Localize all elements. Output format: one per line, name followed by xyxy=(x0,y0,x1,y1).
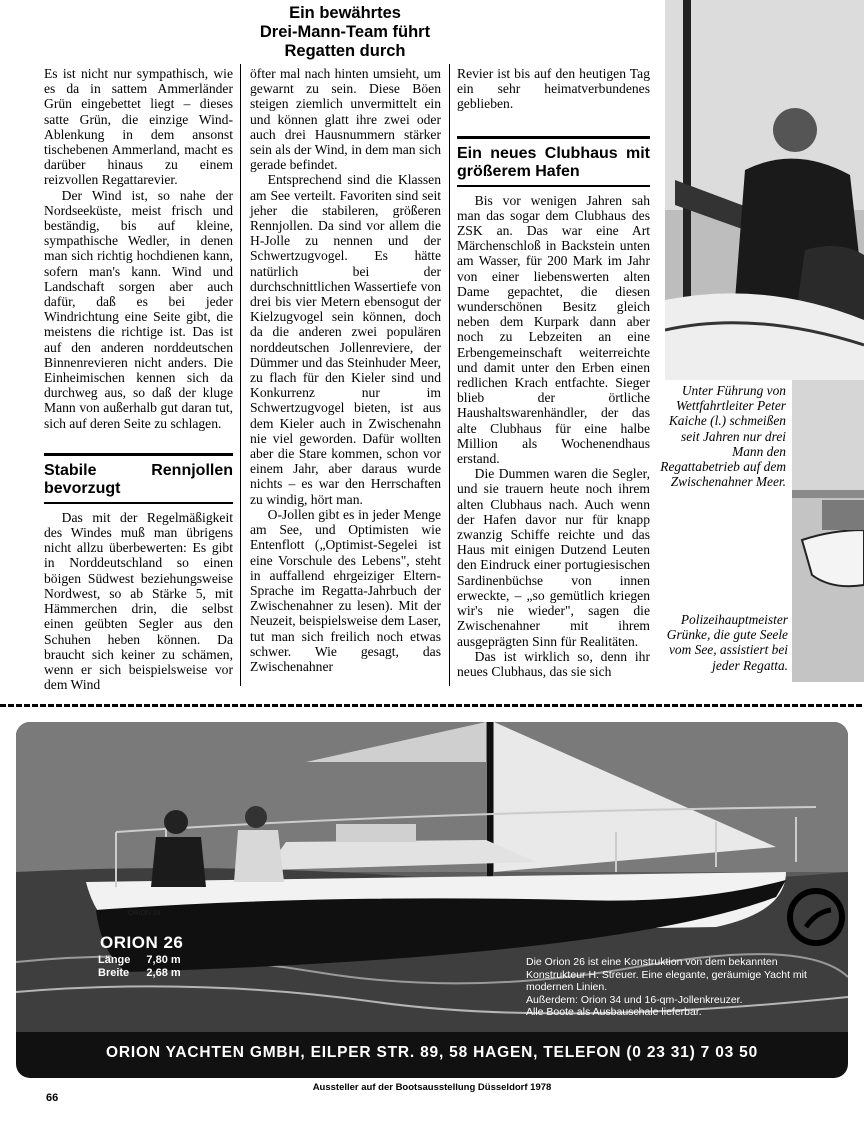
spec-row xyxy=(98,967,181,980)
article-column-1 xyxy=(44,66,233,692)
spec-label: Breite xyxy=(98,967,130,979)
photo-officials-drawing xyxy=(665,0,864,380)
photo-police-boat-drawing xyxy=(792,380,864,682)
article-column-3 xyxy=(457,66,650,679)
paragraph: Das mit der Regelmäßigkeit des Windes muß man übrigens nicht allzu überbewerten: Es gibt in Norddeutschland so einen böigen Südwest beziehungsweise Nordwest, so ab Stärke 5, mit Hämmerchen drin, die selbst einen geübten Segler aus den Schuhen heben können. Da braucht sich keiner zu schämen, wenn er sich beispielsweise vor dem Wind xyxy=(44,509,233,693)
paragraph: Entsprechend sind die Klassen am See verteilt. Favoriten sind seit jeher die stabileren, größeren Rennjollen. Da sind vor allem die H-Jolle zu nennen und der Schwertzugvogel. Es hätte natürlich bei der durchschnittlichen Wassertiefe von drei bis vier Metern ebensogut der Kielzugvogel sein können, doch da die anderen zwei populären norddeutschen Jollenreviere, der Dümmer und das Steinhuder Meer, zu flach für den Kieler sind und Konkurrenz nur im Schwertzugvogel bieten, ist aus dem Kieler auch in Zwischenahn nie viel geworden. Dafür wollten aber die Stare kommen, schon vor einem Jahr, aber daraus wurde nichts – es war den Herrschaften zu windig, hört man. xyxy=(250,172,441,507)
paragraph: Bis vor wenigen Jahren sah man das sogar dem Clubhaus des ZSK an. Das war eine Art Märchenschloß in Backstein unten am Wasser, für 200 Mark im Jahr von einer liebenswerten alten Dame gepachtet, die diesen wunderschönen Besitz gleich neben dem Kurpark dann aber noch zu Lebzeiten an eine Erbengemeinschaft weiterreichte und damit unter den Erben einen redlichen Krach entfachte. Sieger blieb der örtliche Haushaltswarenhändler, der das alte Clubhaus für eine halbe Million als Wochenendhaus erstand. xyxy=(457,192,650,467)
spec-value: 7,80 m xyxy=(146,954,181,966)
page-number: 66 xyxy=(46,1092,59,1104)
paragraph: Das ist wirklich so, denn ihr neues Clubhaus, das sie sich xyxy=(457,648,650,679)
photo-caption-police: Polizeihauptmeister Grünke, die gute Seele vom See, assistiert bei jeder Regatta. xyxy=(666,612,788,673)
headline-line-3: Regatten durch xyxy=(284,42,406,60)
spec-value: 2,68 m xyxy=(146,967,181,979)
paragraph: Es ist nicht nur sympathisch, wie es da in sattem Ammerländer Grün eingebettet liegt – dieses satte Grün, die einzige Wind-Ablenkung in dem ansonst tischebenen Ammerland, macht es darüber hinaus zu einem reizvollen Regattarevier. xyxy=(44,66,233,188)
photo-regatta-officials xyxy=(665,0,864,380)
column-rule-2 xyxy=(449,64,450,686)
ad-separator xyxy=(0,704,864,707)
paragraph: O-Jollen gibt es in jeder Menge am See, und Optimisten wie Entenflott („Optimist-Segelei ist eine Vorschule des Lebens", steht in auffallend ehrgeiziger Eltern-Sprache im Regatta-Jahrbuch der Zwischenahner zu lesen). Mit der Neuzeit, beispielsweise dem Laser, tut man sich freilich noch etwas schwer. Wie gesagt, das Zwischenahner xyxy=(250,506,441,674)
article-column-2 xyxy=(250,66,441,674)
ad-description-line: Außerdem: Orion 34 und 16-qm-Jollenkreuzer. xyxy=(526,993,743,1006)
headline-line-1: Ein bewährtes xyxy=(289,4,401,22)
ad-model-title: ORION 26 xyxy=(100,933,184,952)
photo-police-boat xyxy=(792,380,864,682)
subhead-rule xyxy=(44,502,233,504)
subhead-rule xyxy=(457,185,650,187)
exhibitor-note: Aussteller auf der Bootsausstellung Düsseldorf 1978 xyxy=(312,1082,552,1093)
subhead-rule xyxy=(44,453,233,456)
subhead-neues-clubhaus: Ein neues Clubhaus mit größerem Hafen xyxy=(457,144,650,180)
ad-description-line: Alle Boote als Ausbauschale lieferbar. xyxy=(526,1006,702,1018)
subhead-rule xyxy=(457,136,650,139)
ad-description-line: Die Orion 26 ist eine Konstruktion von dem bekannten Konstrukteur H. Streuer. Eine elegante, geräumige Yacht mit modernen Linien. xyxy=(526,956,807,993)
paragraph: Der Wind ist, so nahe der Nordseeküste, meist frisch und beständig, bis auf kleine, sympathische Wedler, in denen man sich richtig hochdienen kann, sofern man's kann. Wind und Landschaft sorgen aber auch dafür, daß es bei jeder Windrichtung eine Seite gibt, die meistens die richtige ist. Das ist auf den anderen norddeutschen Binnenrevieren nicht anders. Die Einheimischen kennen sich da durchweg aus, so daß der kluge Mann von außerhalb gut daran tut, sich auf deren Seite zu schlagen. xyxy=(44,187,233,431)
ad-hull-text: ORION 26 xyxy=(128,910,161,917)
orion-advertisement xyxy=(16,722,848,1078)
subhead-stabile-rennjollen: Stabile Rennjollen bevorzugt xyxy=(44,461,233,497)
photo-caption-officials: Unter Führung von Wettfahrtleiter Peter Kaiche (l.) schmeißen seit Jahren nur drei Mann den Regattabetrieb auf dem Zwischenahner Meer. xyxy=(660,383,786,490)
spec-row xyxy=(98,954,181,967)
article-headline xyxy=(238,4,452,61)
ad-specs xyxy=(98,954,181,980)
headline-line-2: Drei-Mann-Team führt xyxy=(259,23,431,41)
paragraph: öfter mal nach hinten umsieht, um gewarnt zu sein. Diese Böen steigen ziemlich unvermittelt ein und können glatt ihre zwei oder auch drei Hausnummern stärker sein als der Wind, in dem man sich gerade befindet. xyxy=(250,66,441,173)
ad-footer-company: ORION YACHTEN GMBH, EILPER STR. 89, 58 HAGEN, TELEFON (0 23 31) 7 03 50 xyxy=(106,1044,758,1061)
column-rule-1 xyxy=(240,64,241,686)
ad-description xyxy=(526,956,832,1019)
paragraph: Die Dummen waren die Segler, und sie trauern heute noch ihrem alten Clubhaus nach. Auch wenn der Hafen davor nur für knapp zwanzig Schiffe reichte und das Haus mit einigen Dutzend Leuten den Eindruck einer portugiesischen Sardinenbüchse von innen erweckte, – „so gemütlich kriegen wir's nie wieder", sagen die Zwischenahner mit ihrem ausgeprägten Sinn für Realitäten. xyxy=(457,466,650,649)
paragraph: Revier ist bis auf den heutigen Tag ein sehr heimatverbundenes geblieben. xyxy=(457,66,650,112)
spec-label: Länge xyxy=(98,954,131,966)
